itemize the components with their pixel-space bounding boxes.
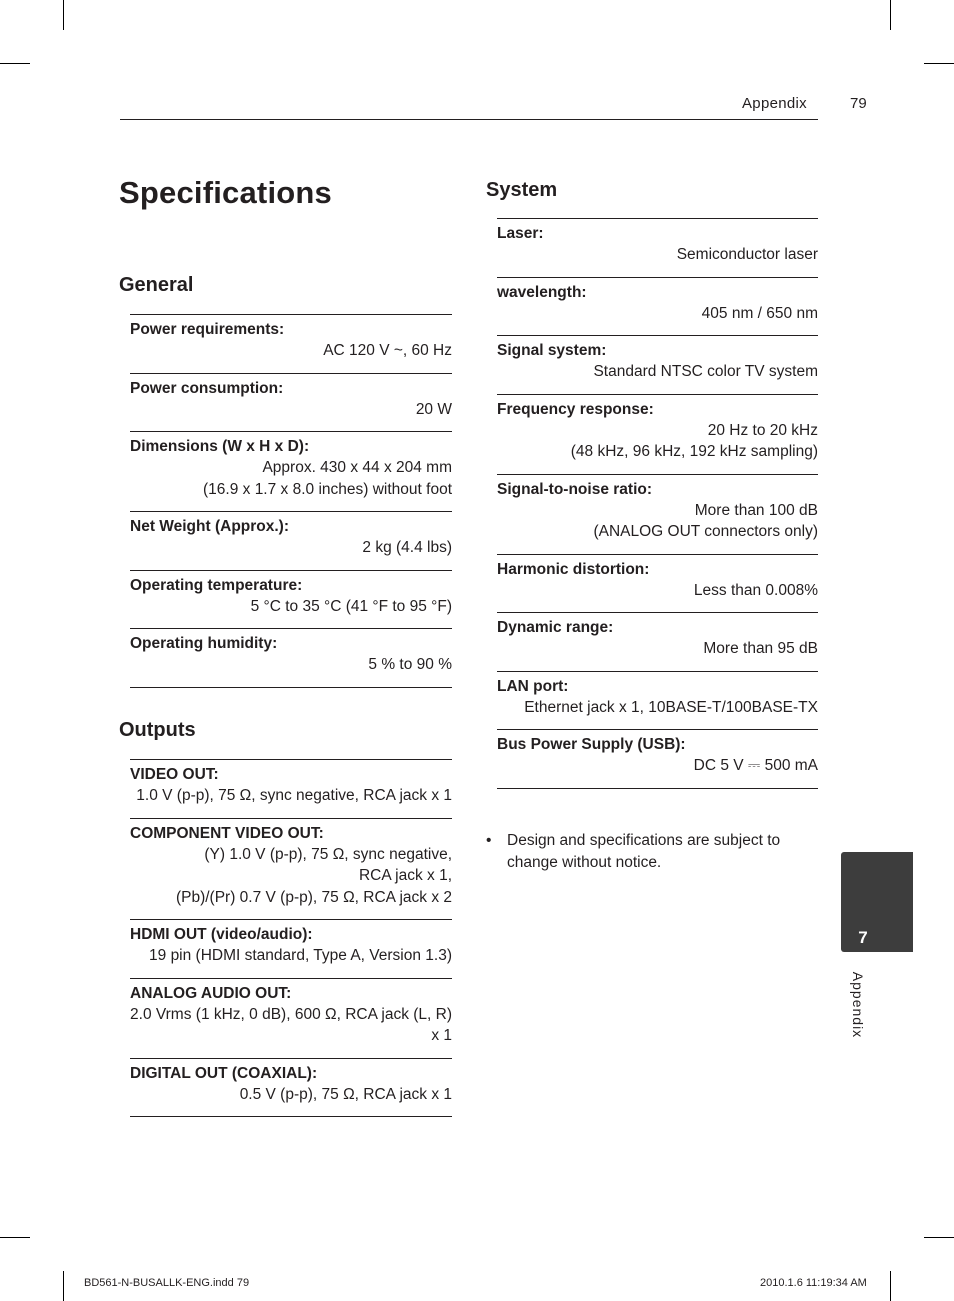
outputs-heading: Outputs bbox=[119, 719, 196, 741]
spec-item bbox=[130, 431, 452, 511]
spec-label: Signal system: bbox=[497, 342, 607, 359]
spec-label: Dynamic range: bbox=[497, 619, 614, 636]
spec-value: 20 W bbox=[415, 400, 452, 418]
spec-item bbox=[130, 628, 452, 688]
spec-label: Operating humidity: bbox=[130, 635, 278, 652]
spec-value: 2.0 Vrms (1 kHz, 0 dB), 600 Ω, RCA jack (L, R) x 1 bbox=[130, 1005, 452, 1044]
spec-value: AC 120 V ~, 60 Hz bbox=[323, 342, 452, 359]
crop-mark bbox=[924, 1237, 954, 1238]
spec-value: More than 95 dB bbox=[703, 640, 818, 657]
spec-label: Dimensions (W x H x D): bbox=[130, 438, 310, 455]
spec-value: DC 5 V ⎓ 500 mA bbox=[693, 757, 818, 774]
spec-item bbox=[497, 671, 818, 730]
bullet-icon: • bbox=[486, 832, 492, 849]
spec-item bbox=[130, 1058, 452, 1118]
spec-item bbox=[497, 474, 818, 554]
spec-value: Less than 0.008% bbox=[693, 581, 818, 599]
spec-value: Approx. 430 x 44 x 204 mm (16.9 x 1.7 x 8.0 inches) without foot bbox=[203, 459, 452, 498]
spec-item bbox=[130, 978, 452, 1058]
spec-label: Bus Power Supply (USB): bbox=[497, 736, 686, 753]
spec-label: LAN port: bbox=[497, 677, 569, 695]
chapter-number: 7 bbox=[858, 928, 868, 947]
spec-label: Signal-to-noise ratio: bbox=[497, 480, 652, 498]
spec-label: DIGITAL OUT (COAXIAL): bbox=[130, 1064, 318, 1082]
crop-mark bbox=[63, 0, 64, 30]
spec-value: (Y) 1.0 V (p-p), 75 Ω, sync negative, RCA jack x 1, (Pb)/(Pr) 0.7 V (p-p), 75 Ω, RCA jack x 2 bbox=[175, 845, 452, 906]
spec-item bbox=[130, 919, 452, 978]
spec-item bbox=[497, 729, 818, 789]
spec-value: 1.0 V (p-p), 75 Ω, sync negative, RCA jack x 1 bbox=[136, 787, 452, 804]
spec-item bbox=[130, 373, 452, 432]
spec-label: VIDEO OUT: bbox=[130, 766, 219, 783]
spec-label: Net Weight (Approx.): bbox=[130, 518, 290, 535]
spec-label: COMPONENT VIDEO OUT: bbox=[130, 824, 324, 842]
spec-item bbox=[130, 818, 452, 920]
chapter-tab bbox=[841, 852, 913, 952]
spec-label: Power requirements: bbox=[130, 321, 285, 338]
spec-item bbox=[497, 394, 818, 474]
spec-value: 405 nm / 650 nm bbox=[701, 304, 818, 322]
system-spec-list bbox=[497, 218, 818, 789]
crop-mark bbox=[890, 1271, 891, 1301]
spec-value: 19 pin (HDMI standard, Type A, Version 1.3) bbox=[149, 947, 452, 964]
spec-label: Frequency response: bbox=[497, 400, 654, 418]
spec-value: 5 °C to 35 °C (41 °F to 95 °F) bbox=[250, 597, 452, 615]
spec-label: wavelength: bbox=[497, 283, 587, 301]
spec-item bbox=[130, 570, 452, 629]
general-heading: General bbox=[119, 274, 194, 296]
spec-label: Harmonic distortion: bbox=[497, 560, 650, 578]
spec-item bbox=[497, 335, 818, 394]
spec-label: ANALOG AUDIO OUT: bbox=[130, 984, 292, 1002]
spec-value: Semiconductor laser bbox=[676, 246, 818, 263]
crop-mark bbox=[924, 63, 954, 64]
spec-value: 5 % to 90 % bbox=[368, 656, 452, 673]
general-spec-list bbox=[130, 314, 452, 688]
spec-label: HDMI OUT (video/audio): bbox=[130, 926, 313, 943]
spec-item bbox=[130, 511, 452, 570]
crop-mark bbox=[0, 1237, 30, 1238]
crop-mark bbox=[890, 0, 891, 30]
spec-value: More than 100 dB (ANALOG OUT connectors only) bbox=[593, 501, 818, 540]
spec-label: Power consumption: bbox=[130, 379, 284, 397]
footer-filename: BD561-N-BUSALLK-ENG.indd 79 bbox=[84, 1277, 250, 1289]
footer-timestamp: 2010.1.6 11:19:34 AM bbox=[760, 1277, 867, 1289]
spec-value: Ethernet jack x 1, 10BASE-T/100BASE-TX bbox=[524, 698, 818, 716]
spec-item bbox=[130, 314, 452, 373]
spec-value: 20 Hz to 20 kHz (48 kHz, 96 kHz, 192 kHz sampling) bbox=[570, 421, 818, 460]
spec-value: 0.5 V (p-p), 75 Ω, RCA jack x 1 bbox=[239, 1085, 452, 1103]
spec-label: Operating temperature: bbox=[130, 576, 303, 594]
chapter-side-label: Appendix bbox=[850, 971, 866, 1039]
note-text: Design and specifications are subject to change without notice. bbox=[507, 832, 781, 871]
spec-label: Laser: bbox=[497, 225, 544, 242]
spec-value: Standard NTSC color TV system bbox=[593, 363, 818, 380]
outputs-spec-list bbox=[130, 759, 452, 1117]
spec-item bbox=[497, 218, 818, 277]
crop-mark bbox=[63, 1271, 64, 1301]
system-heading: System bbox=[486, 179, 558, 201]
page-number: 79 bbox=[850, 95, 867, 112]
spec-item bbox=[497, 277, 818, 336]
running-header-section: Appendix bbox=[742, 95, 807, 112]
page-title: Specifications bbox=[119, 175, 332, 210]
crop-mark bbox=[0, 63, 30, 64]
spec-item bbox=[497, 554, 818, 613]
header-rule bbox=[120, 119, 818, 120]
spec-item bbox=[497, 612, 818, 671]
spec-item bbox=[130, 759, 452, 818]
spec-value: 2 kg (4.4 lbs) bbox=[362, 539, 452, 556]
